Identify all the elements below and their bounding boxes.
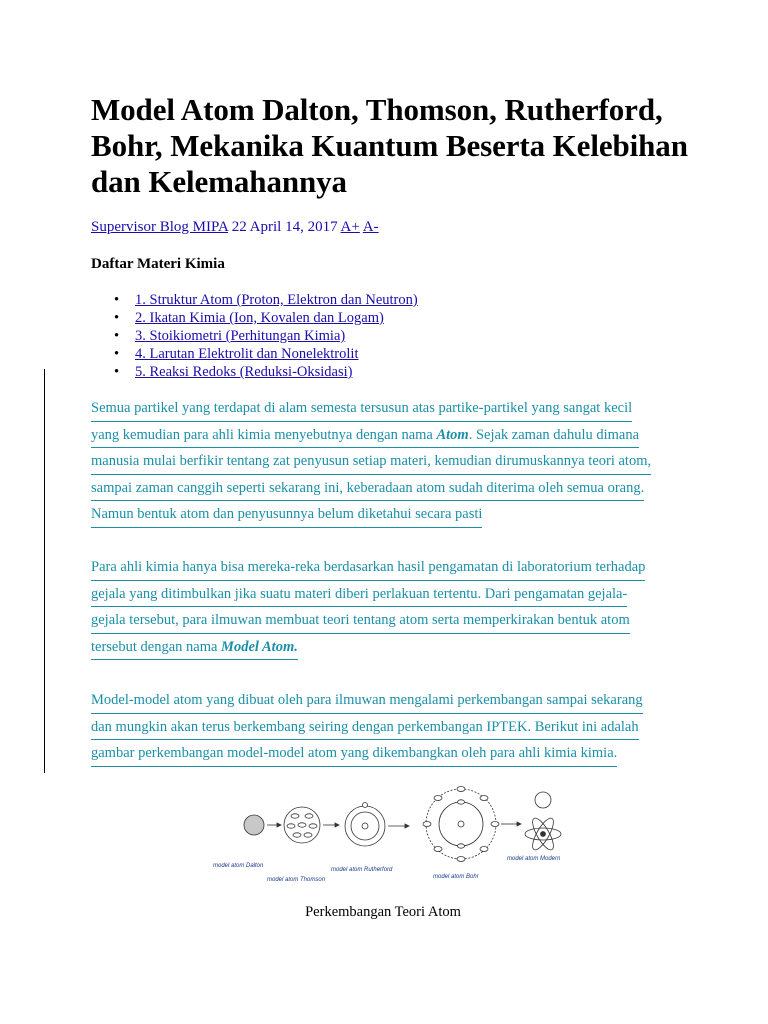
list-item (91, 309, 418, 327)
list-item (91, 291, 418, 309)
text-span: yang kemudian para ahli kimia menyebutnya dengan nama (91, 426, 437, 443)
toc-link-2[interactable]: 2. Ikatan Kimia (Ion, Kovalen dan Logam) (135, 310, 384, 326)
paragraph-2[interactable] (91, 554, 681, 660)
paragraph-line: Para ahli kimia hanya bisa mereka-reka berdasarkan hasil pengamatan di laboratorium terhadap (91, 554, 645, 581)
paragraph-line (91, 634, 298, 661)
dalton-atom (244, 815, 264, 835)
atom-models-figure (205, 786, 577, 886)
toc-link-3[interactable]: 3. Stoikiometri (Perhitungan Kimia) (135, 328, 346, 344)
post-number[interactable]: 22 (231, 219, 247, 235)
font-increase-button[interactable]: A+ (340, 219, 360, 235)
paragraph-line: Semua partikel yang terdapat di alam semesta tersusun atas partike-partikel yang sangat kecil (91, 395, 632, 422)
toc-link-5[interactable]: 5. Reaksi Redoks (Reduksi-Oksidasi) (135, 364, 353, 380)
post-date[interactable]: April 14, 2017 (249, 219, 338, 235)
post-meta (91, 219, 379, 236)
paragraph-line: Model-model atom yang dibuat oleh para ilmuwan mengalami perkembangan sampai sekarang (91, 687, 643, 714)
paragraph-line (91, 422, 639, 449)
label-rutherford: model atom Rutherford (331, 867, 393, 873)
paragraph-line: Namun bentuk atom dan penyusunnya belum diketahui secara pasti (91, 501, 482, 528)
font-decrease-button[interactable]: A- (362, 219, 379, 235)
label-thomson: model atom Thomson (267, 877, 326, 883)
figure-caption: Perkembangan Teori Atom (305, 904, 461, 920)
page-title: Model Atom Dalton, Thomson, Rutherford, Bohr, Mekanika Kuantum Beserta Kelebihan dan Kelemahannya (91, 92, 688, 199)
paragraph-3[interactable] (91, 687, 681, 767)
text-span: tersebut dengan nama (91, 638, 222, 655)
toc-list (91, 291, 418, 381)
thomson-atom (284, 807, 320, 843)
paragraph-line: sampai zaman canggih seperti sekarang ini, keberadaan atom sudah diterima oleh semua orang. (91, 475, 644, 502)
emphasis-model-atom: Model Atom. (221, 638, 298, 655)
label-dalton: model atom Dalton (213, 863, 264, 869)
paragraph-1[interactable] (91, 395, 681, 528)
list-item (91, 327, 418, 345)
toc-title: Daftar Materi Kimia (91, 256, 225, 272)
list-item (91, 345, 418, 363)
modern-atom (525, 815, 561, 852)
toc-link-1[interactable]: 1. Struktur Atom (Proton, Elektron dan Neutron) (135, 292, 418, 308)
text-cursor-bar (44, 369, 45, 773)
author-link[interactable]: Supervisor Blog MIPA (91, 219, 228, 235)
paragraph-line: gambar perkembangan model-model atom yang dikembangkan oleh para ahli kimia kimia. (91, 740, 617, 767)
label-bohr: model atom Bohr (433, 874, 479, 880)
paragraph-line: dan mungkin akan terus berkembang seiring dengan perkembangan IPTEK. Berikut ini adalah (91, 714, 639, 741)
paragraph-line: manusia mulai berfikir tentang zat penyusun setiap materi, kemudian dirumuskannya teori atom, (91, 448, 651, 475)
list-item (91, 363, 418, 381)
text-span: . Sejak zaman dahulu dimana (468, 426, 640, 443)
paragraph-line: gejala yang ditimbulkan jika suatu materi diberi perlakuan tertentu. Dari pengamatan gejala- (91, 581, 627, 608)
toc-link-4[interactable]: 4. Larutan Elektrolit dan Nonelektrolit (135, 346, 359, 362)
paragraph-line: gejala tersebut, para ilmuwan membuat teori tentang atom serta memperkirakan bentuk atom (91, 607, 630, 634)
label-modern: model atom Modern (507, 856, 561, 862)
emphasis-atom: Atom (436, 426, 469, 443)
modern-atom-sphere (535, 792, 551, 808)
